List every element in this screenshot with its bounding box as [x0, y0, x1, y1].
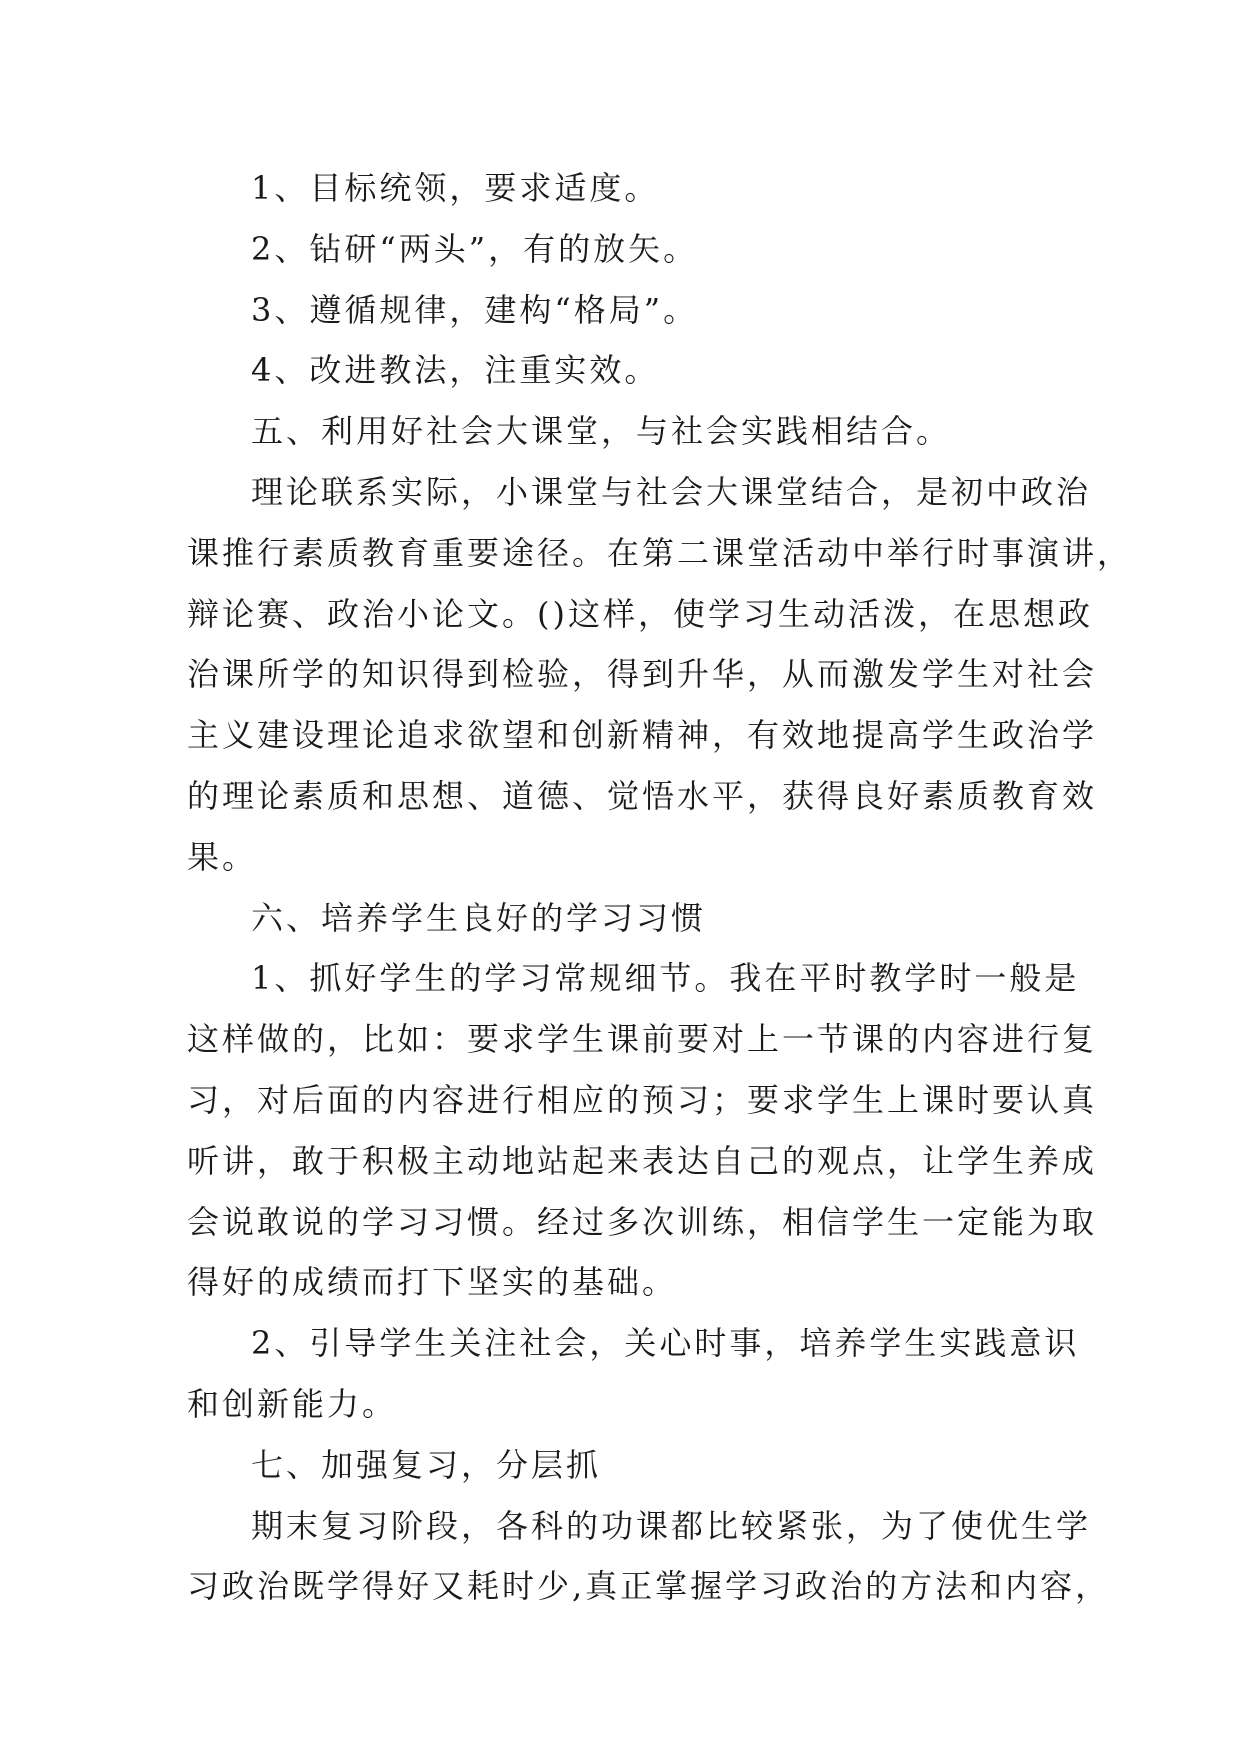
paragraph-item-4 [187, 340, 1055, 401]
paragraph-study-routine [187, 948, 1098, 1313]
text-line: 和创新能力。 [187, 1384, 398, 1423]
text-line: 治课所学的知识得到检验，得到升华，从而激发学生对社会 [187, 655, 1098, 694]
text-line: 辩论赛、政治小论文。()这样，使学习生动活泼，在思想政 [187, 594, 1093, 633]
section-heading-7 [187, 1435, 1055, 1496]
text-line: 果。 [187, 837, 258, 876]
text-line: 得好的成绩而打下坚实的基础。 [187, 1263, 678, 1302]
text-line: 习，对后面的内容进行相应的预习；要求学生上课时要认真 [187, 1080, 1098, 1119]
document-body [187, 158, 1133, 1617]
paragraph-final-review [187, 1496, 1111, 1618]
section-heading-6 [187, 888, 1055, 949]
text-line: 1、抓好学生的学习常规细节。我在平时教学时一般是 [251, 959, 1080, 998]
text-line: 听讲，敢于积极主动地站起来表达自己的观点，让学生养成 [187, 1141, 1098, 1180]
text-line: 期末复习阶段，各科的功课都比较紧张，为了使优生学 [251, 1506, 1092, 1545]
paragraph-item-1 [187, 158, 1055, 219]
paragraph-item-2 [187, 219, 1055, 280]
text-line: 2、引导学生关注社会，关心时事，培养学生实践意识 [251, 1324, 1080, 1363]
text-line: 的理论素质和思想、道德、觉悟水平，获得良好素质教育效 [187, 776, 1098, 815]
text-line: 1、目标统领，要求适度。 [251, 169, 660, 207]
text-line: 主义建设理论追求欲望和创新精神，有效地提高学生政治学 [187, 716, 1098, 755]
text-line: 这样做的，比如：要求学生课前要对上一节课的内容进行复 [187, 1020, 1098, 1059]
section-heading-5 [187, 401, 1055, 462]
text-line: 3、遵循规律，建构“格局”。 [251, 290, 699, 329]
text-line: 理论联系实际，小课堂与社会大课堂结合，是初中政治 [251, 472, 1092, 511]
text-line: 七、加强复习，分层抓 [251, 1445, 602, 1484]
paragraph-item-3 [187, 280, 1055, 341]
text-line: 会说敢说的学习习惯。经过多次训练，相信学生一定能为取 [187, 1202, 1098, 1241]
text-line: 六、培养学生良好的学习习惯 [251, 898, 707, 937]
paragraph-social-awareness [187, 1313, 1080, 1435]
paragraph-theory-practice [187, 462, 1133, 888]
text-line: 五、利用好社会大课堂，与社会实践相结合。 [251, 412, 952, 451]
text-line: 习政治既学得好又耗时少,真正掌握学习政治的方法和内容， [187, 1567, 1111, 1606]
text-line: 2、钻研“两头”，有的放矢。 [251, 229, 699, 268]
text-line: 课推行素质教育重要途径。在第二课堂活动中举行时事演讲， [187, 533, 1133, 572]
text-line: 4、改进教法，注重实效。 [251, 351, 660, 390]
